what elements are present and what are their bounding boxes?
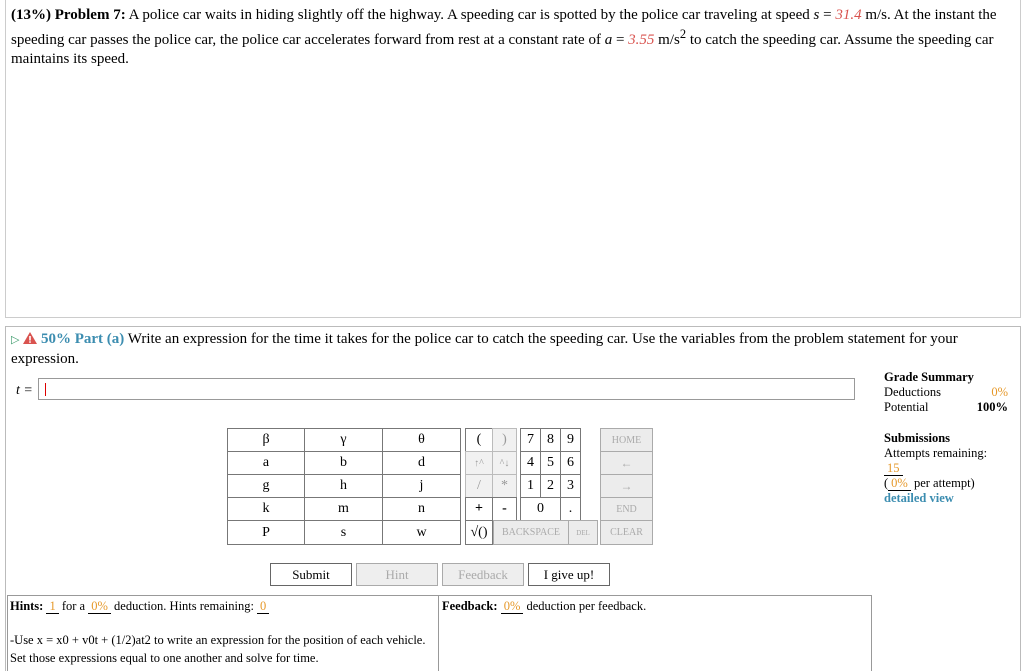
key-home[interactable]: HOME — [600, 428, 653, 452]
key-left-arrow[interactable]: ← — [600, 451, 653, 475]
key-n[interactable]: n — [382, 497, 461, 521]
potential-row — [884, 400, 1008, 415]
part-label: Part (a) — [74, 331, 125, 347]
key-plus[interactable]: + — [465, 497, 493, 521]
eq-2: = — [612, 32, 629, 48]
key-s[interactable]: s — [304, 520, 383, 545]
hints-deduction-text: deduction. Hints remaining: — [114, 599, 254, 613]
text-cursor — [45, 383, 46, 396]
key-backspace[interactable]: BACKSPACE — [493, 520, 569, 545]
superscript-2: 2 — [679, 27, 687, 41]
grade-summary — [884, 370, 1008, 506]
key-w[interactable]: w — [382, 520, 461, 545]
key-0[interactable]: 0 — [520, 497, 561, 521]
deductions-label: Deductions — [884, 385, 941, 399]
deductions-value: 0% — [991, 385, 1008, 399]
key-6[interactable]: 6 — [560, 451, 581, 475]
key-h[interactable]: h — [304, 474, 383, 498]
accel-value: 3.55 — [628, 32, 655, 48]
part-percent: 50% — [40, 331, 71, 347]
hints-deduction: 0% — [88, 599, 111, 614]
hints-for-a: for a — [61, 599, 86, 613]
problem-text-1: A police car waits in hiding slightly off the highway. A speeding car is spotted by the police car traveling at speed — [128, 7, 814, 23]
answer-input[interactable] — [38, 378, 855, 400]
key-g[interactable]: g — [227, 474, 305, 498]
problem-title: Problem 7: — [54, 7, 126, 23]
key-superscript-down[interactable]: ^↓ — [492, 451, 517, 475]
key-sqrt[interactable]: √() — [465, 520, 493, 545]
give-up-button[interactable]: I give up! — [528, 563, 610, 586]
hints-summary — [10, 599, 269, 614]
feedback-text: deduction per feedback. — [526, 599, 647, 613]
key-3[interactable]: 3 — [560, 474, 581, 498]
problem-weight: (13%) — [11, 7, 51, 23]
part-prompt: Write an expression for the time it takes for the police car to catch the speeding car. Use the variables from the problem statement for your expression. — [11, 331, 958, 367]
problem-statement — [11, 6, 1011, 69]
feedback-summary — [442, 599, 646, 614]
key-m[interactable]: m — [304, 497, 383, 521]
key-7[interactable]: 7 — [520, 428, 541, 452]
key-beta[interactable]: β — [227, 428, 305, 452]
key-d[interactable]: d — [382, 451, 461, 475]
key-del[interactable]: DEL — [568, 520, 598, 545]
deductions-row — [884, 385, 1008, 400]
var-s: s — [813, 7, 820, 23]
answer-label: t = — [16, 383, 33, 398]
hints-count: 1 — [46, 599, 58, 614]
feedback-button[interactable]: Feedback — [442, 563, 524, 586]
key-1[interactable]: 1 — [520, 474, 541, 498]
feedback-deduction: 0% — [501, 599, 524, 614]
expand-arrow-icon[interactable]: ▷ — [11, 334, 20, 346]
key-close-paren[interactable]: ) — [492, 428, 517, 452]
feedback-label: Feedback: — [442, 599, 498, 613]
per-attempt-text: per attempt) — [913, 476, 975, 490]
key-k[interactable]: k — [227, 497, 305, 521]
eq-1: = — [819, 7, 836, 23]
potential-label: Potential — [884, 400, 929, 414]
potential-value: 100% — [976, 400, 1008, 414]
key-divide[interactable]: / — [465, 474, 493, 498]
warning-icon — [23, 332, 37, 344]
key-decimal[interactable]: . — [560, 497, 581, 521]
hint-button[interactable]: Hint — [356, 563, 438, 586]
key-minus[interactable]: - — [492, 497, 517, 521]
per-attempt-value: 0% — [888, 476, 911, 491]
hints-label: Hints: — [10, 599, 44, 613]
key-multiply[interactable]: * — [492, 474, 517, 498]
part-header — [11, 330, 1016, 369]
speed-value: 31.4 — [835, 7, 862, 23]
var-a: a — [604, 32, 613, 48]
key-P[interactable]: P — [227, 520, 305, 545]
detailed-view-link[interactable]: detailed view — [884, 491, 954, 505]
key-open-paren[interactable]: ( — [465, 428, 493, 452]
key-8[interactable]: 8 — [540, 428, 561, 452]
hints-remaining: 0 — [257, 599, 269, 614]
problem-text-4: to catch the speeding car. Assume the speeding car maintains its speed. — [11, 32, 994, 67]
per-attempt-row: ( 0% per attempt) — [884, 476, 975, 490]
key-clear[interactable]: CLEAR — [600, 520, 653, 545]
key-end[interactable]: END — [600, 497, 653, 521]
submit-button[interactable]: Submit — [270, 563, 352, 586]
key-gamma[interactable]: γ — [304, 428, 383, 452]
attempts-value: 15 — [884, 461, 903, 476]
key-5[interactable]: 5 — [540, 451, 561, 475]
key-j[interactable]: j — [382, 474, 461, 498]
problem-text-2: m/s. At the instant the speeding car passes the police car, the police car accelerates forward from rest at a constant rate of — [11, 7, 997, 48]
attempts-label: Attempts remaining: — [884, 446, 988, 460]
key-right-arrow[interactable]: → — [600, 474, 653, 498]
submissions-title: Submissions — [884, 431, 951, 445]
key-4[interactable]: 4 — [520, 451, 541, 475]
problem-text-3: m/s — [654, 32, 680, 48]
grade-summary-title: Grade Summary — [884, 370, 974, 384]
attempts-row — [884, 446, 1008, 476]
key-theta[interactable]: θ — [382, 428, 461, 452]
key-9[interactable]: 9 — [560, 428, 581, 452]
hint-text: -Use x = x0 + v0t + (1/2)at2 to write an expression for the position of each vehicle. Set those expressions equal to one another and solve for time. — [10, 633, 426, 665]
key-a[interactable]: a — [227, 451, 305, 475]
key-2[interactable]: 2 — [540, 474, 561, 498]
key-b[interactable]: b — [304, 451, 383, 475]
key-superscript-up[interactable]: ↑^ — [465, 451, 493, 475]
